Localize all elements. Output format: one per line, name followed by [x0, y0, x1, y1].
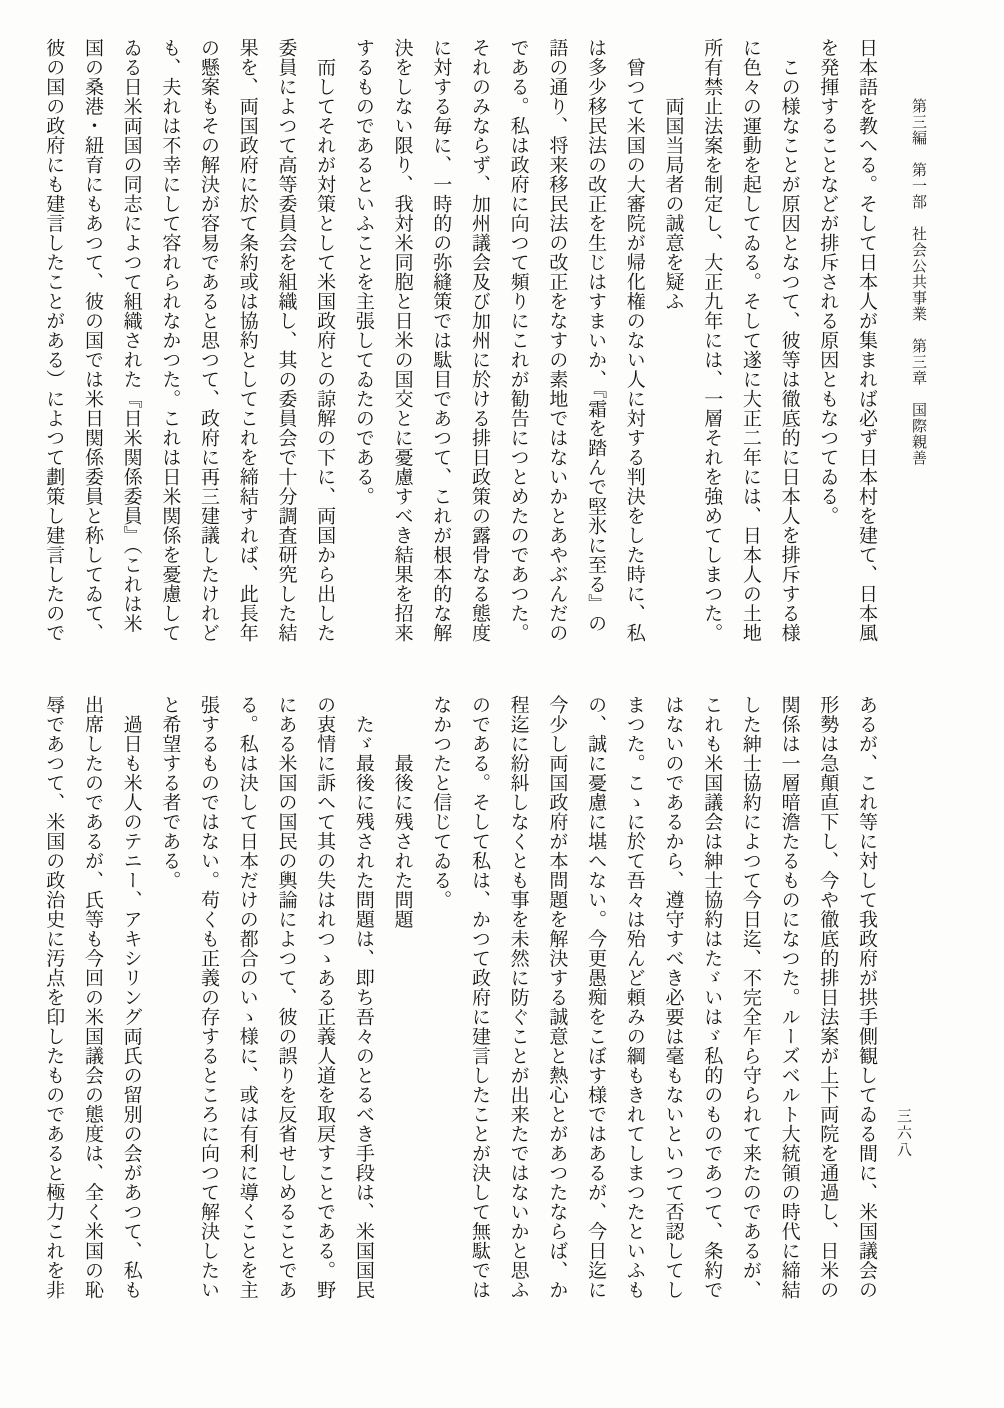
text-line: 日本語を教へる。そして日本人が集まれば必ず日本村を建て、日本風 [856, 38, 878, 643]
text-line: 出席したのであるが、氏等も今回の米国議会の態度は、全く米国の恥 [81, 695, 104, 1300]
text-line: である。私は政府に向つて頻りにこれが勧告につとめたのであつた。 [507, 38, 530, 643]
text-line: の懸案もその解決が容易であると思つて、政府に再三建議したけれど [198, 38, 221, 643]
text-line: 関係は一層暗澹たるものになつた。ルーズベルト大統領の時代に締結 [778, 695, 801, 1300]
text-line: なかつたと信じてゐる。 [430, 695, 453, 910]
text-line: 而してそれが対策として米国政府との諒解の下に、両国から出した [314, 38, 337, 643]
text-line: に色々の運動を起してゐる。そして遂に大正二年には、日本人の土地 [739, 38, 762, 643]
text-line: のである。そして私は、かつて政府に建言したことが決して無駄では [468, 695, 491, 1300]
running-head: 第三編 第一部 社会公共事業 第三章 国際親善 [910, 98, 928, 466]
text-line: した紳士協約によつて今日迄、不完全乍ら守られて来たのであるが、 [739, 695, 762, 1300]
page-number: 三六八 [895, 1108, 913, 1159]
text-line: 程迄に紛糾しなくとも事を未然に防ぐことが出来たではないかと思ふ [507, 695, 530, 1300]
text-line: はないのであるから、遵守すべき必要は毫もないといつて否認してし [662, 695, 685, 1300]
text-line: にある米国の国民の輿論によつて、彼の誤りを反省せしめることであ [275, 695, 298, 1300]
text-line: 決をしない限り、我対米同胞と日米の国交とに憂慮すべき結果を招来 [391, 38, 414, 643]
text-line: 果を、両国政府に於て条約或は協約としてこれを締結すれば、此長年 [236, 38, 259, 643]
text-line: ゐる日米両国の同志によつて組織された『日米関係委員』（これは米 [120, 38, 143, 633]
text-line: これも米国議会は紳士協約はたゞいはゞ私的のものであつて、条約で [701, 695, 724, 1300]
text-line: するものであるといふことを主張してゐたのである。 [352, 38, 375, 506]
text-line: を発揮することなどが排斥される原因ともなつてゐる。 [817, 38, 840, 526]
text-line: 過日も米人のテニー、アキシリング両氏の留別の会があつて、私も [120, 695, 143, 1300]
text-line: に対する毎に、一時的の弥縫策では駄目であつて、これが根本的な解 [430, 38, 453, 643]
text-line: 両国当局者の誠意を疑ふ [662, 38, 685, 311]
text-line: 委員によつて高等委員会を組織し、其の委員会で十分調査研究した結 [275, 38, 298, 643]
text-line: まつた。こゝに於て吾々は殆んど頼みの綱もきれてしまつたといふも [623, 695, 646, 1300]
text-line: たゞ最後に残された問題は、即ち吾々のとるべき手段は、米国国民 [352, 695, 375, 1300]
main-text-block-top [34, 38, 886, 646]
text-line: 曾つて米国の大審院が帰化権のない人に対する判決をした時に、私 [623, 38, 646, 643]
text-line: も、夫れは不幸にして容れられなかつた。これは日米関係を憂慮して [159, 38, 182, 643]
text-line: る。私は決して日本だけの都合のいゝ様に、或は有利に導くことを主 [236, 695, 259, 1300]
text-line: 形勢は急顛直下し、今や徹底的排日法案が上下両院を通過し、日米の [817, 695, 840, 1300]
text-line: 国の桑港・紐育にもあつて、彼の国では米日関係委員と称してゐて、 [81, 38, 104, 643]
text-line: と希望する者である。 [159, 695, 182, 890]
text-line: は多少移民法の改正を生じはすまいか、『霜を踏んで堅氷に至る』の [585, 38, 608, 633]
text-line: 辱であつて、米国の政治史に汚点を印したものであると極力これを非 [43, 695, 66, 1300]
text-line: あるが、これ等に対して我政府が拱手側観してゐる間に、米国議会の [856, 695, 878, 1300]
text-line: 今少し両国政府が本問題を解決する誠意と熱心とがあつたならば、か [546, 695, 569, 1300]
text-line: 語の通り、将来移民法の改正をなすの素地ではないかとあやぶんだの [546, 38, 569, 643]
text-line: 張するものではない。苟くも正義の存するところに向つて解決したい [198, 695, 221, 1300]
text-line: の衷情に訴へて其の失はれつゝある正義人道を取戻すことである。野 [314, 695, 337, 1300]
text-line: 最後に残された問題 [391, 695, 414, 929]
main-text-block-bottom [34, 695, 886, 1303]
text-line: 所有禁止法案を制定し、大正九年には、一層それを強めてしまつた。 [701, 38, 724, 643]
text-line: の、誠に憂慮に堪へない。今更愚痴をこぼす様ではあるが、今日迄に [585, 695, 608, 1300]
text-line: この様なことが原因となつて、彼等は徹底的に日本人を排斥する様 [778, 38, 801, 643]
text-line: それのみならず、加州議会及び加州に於ける排日政策の露骨なる態度 [468, 38, 491, 643]
text-line: 彼の国の政府にも建言したことがある）によつて劃策し建言したので [43, 38, 66, 643]
